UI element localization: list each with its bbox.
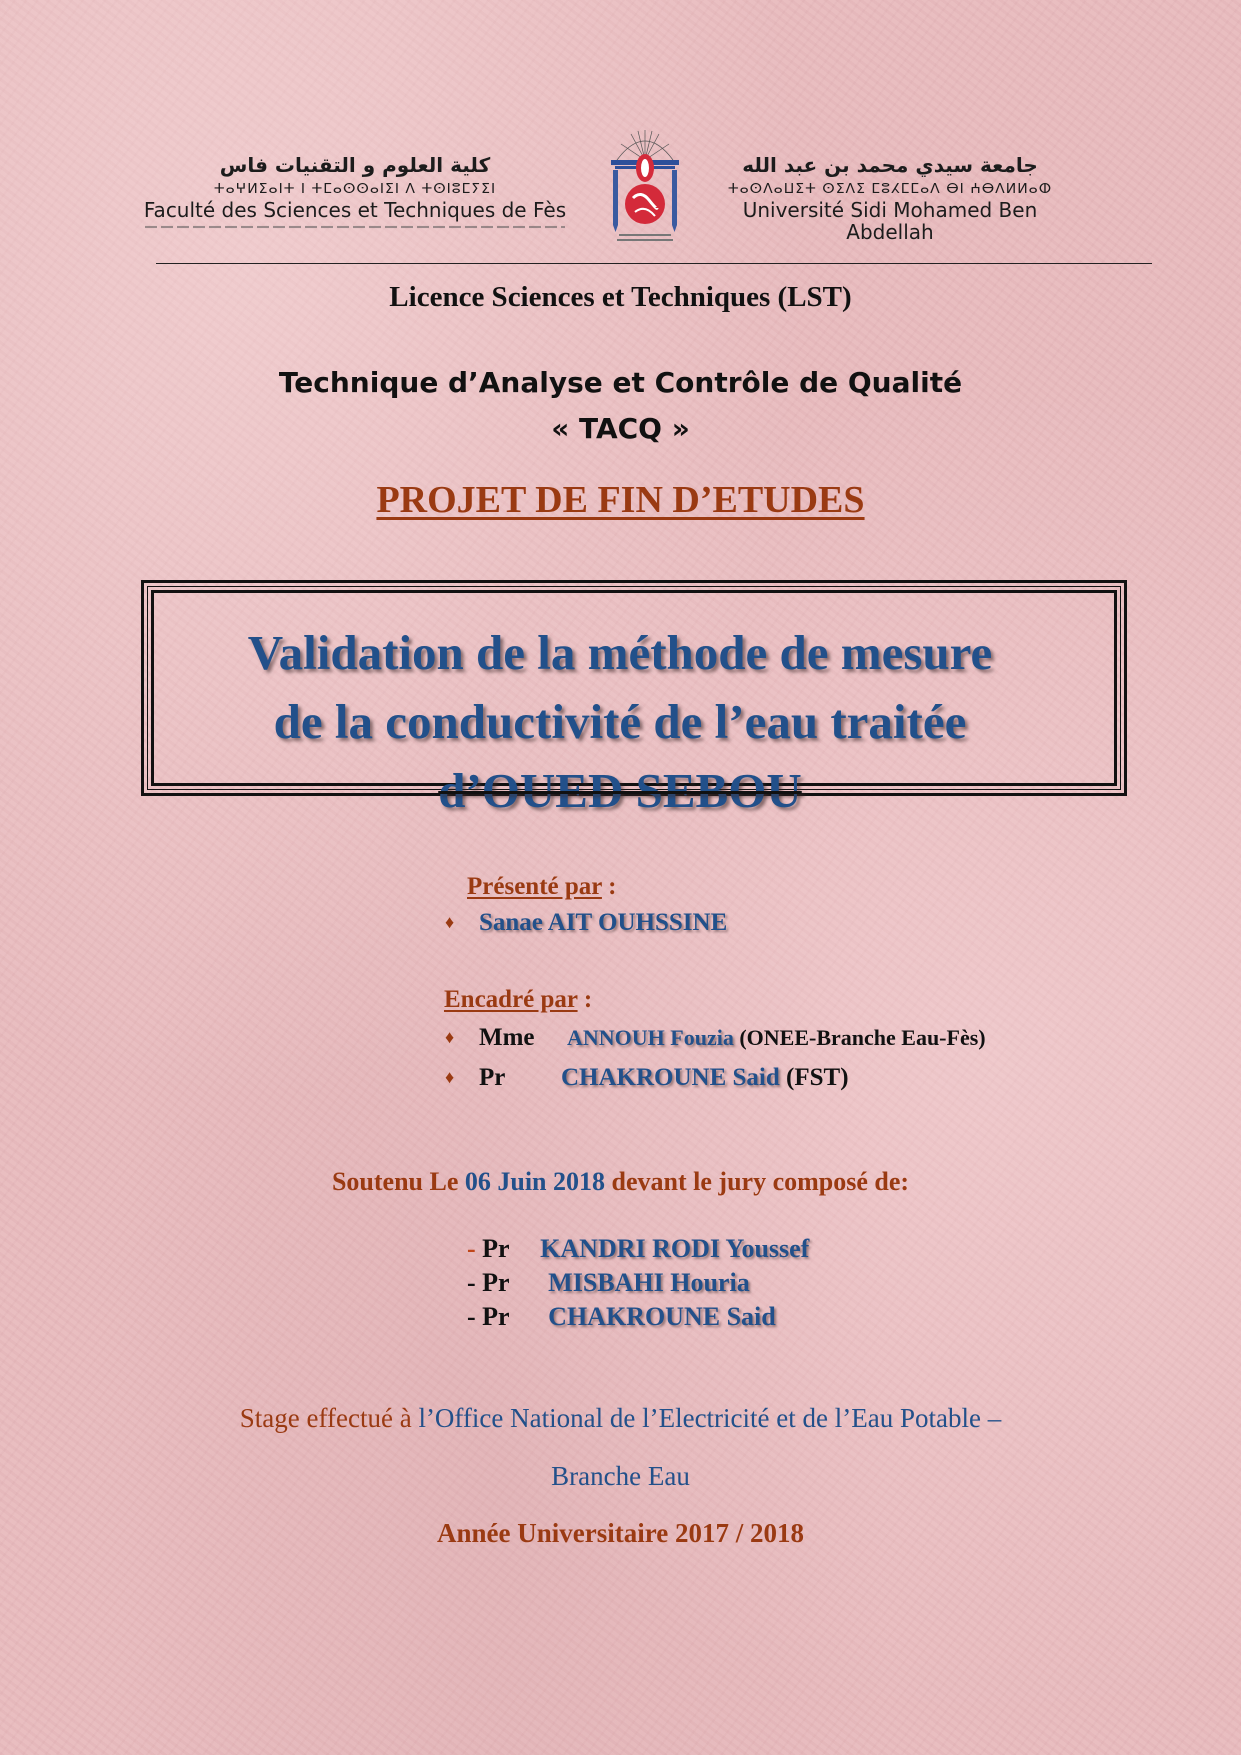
jury-member: - Pr MISBAHI Houria [467,1268,750,1297]
faculty-header [140,152,570,230]
diamond-bullet-icon: ♦ [445,912,455,932]
faculty-name-tifinagh: ⵜⴰⵖⵍⵉⴰⵏⵜ ⵏ ⵜⵎⴰⵙⵙⴰⵏⵉⵏ ⴷ ⵜⵙⵏⵓⵎⵢⵉⵏ [213,181,497,197]
document-type [0,478,1241,522]
university-name-french: Université Sidi Mohamed Ben Abdellah [742,198,1038,244]
jury-title: Pr [482,1234,510,1263]
university-name-arabic: جامعة سيدي محمد بن عبد الله [742,153,1038,177]
presenter [445,909,727,937]
faculty-name-arabic: كلية العلوم و التقنيات فاس [219,153,491,177]
faculty-name-french: Faculté des Sciences et Techniques de Fès [143,198,567,222]
academic-year: Année Universitaire 2017 / 2018 [437,1518,804,1548]
university-header [705,152,1075,243]
supervisor-name: ANNOUH Fouzia [567,1025,734,1050]
defense-date: 06 Juin 2018 [464,1167,606,1196]
supervisor-item [445,1064,849,1092]
supervisor-item [445,1024,986,1052]
diamond-bullet-icon: ♦ [445,1027,455,1047]
specialty-name: Technique d’Analyse et Contrôle de Qualité [278,366,963,399]
jury-name: KANDRI RODI Youssef [540,1234,810,1263]
supervised-by-label: Encadré par : [444,986,593,1013]
supervisor-title: Mme [479,1024,535,1051]
internship-prefix: Stage effectué à [239,1403,419,1433]
jury-name: CHAKROUNE Said [548,1302,776,1331]
jury-member: - Pr CHAKROUNE Said [467,1302,776,1331]
defense-prefix: Soutenu Le [331,1167,465,1196]
university-emblem-icon [605,120,685,250]
defense-line [0,1167,1241,1197]
university-name-tifinagh: ⵜⴰⵙⴷⴰⵡⵉⵜ ⵙⵉⴷⵉ ⵎⵓⵃⵎⵎⴰⴷ ⴱⵏ ⵄⴱⴷⵍⵍⴰⵀ [727,181,1053,197]
internship-organization: l’Office National de l’Electricité et de l’Eau Potable – [418,1403,1002,1433]
header-divider [156,263,1152,264]
thesis-title-line-3: d’OUED SEBOU [438,763,802,818]
diamond-bullet-icon: ♦ [445,1067,455,1087]
jury-member: - Pr KANDRI RODI Youssef [467,1234,810,1263]
decorative-divider [145,226,565,228]
thesis-title [150,618,1090,825]
defense-suffix: devant le jury composé de: [611,1167,910,1196]
jury-name: MISBAHI Houria [548,1268,750,1297]
degree-title: Licence Sciences et Techniques (LST) [389,281,852,313]
jury-title: Pr [482,1302,510,1331]
jury-title: Pr [482,1268,510,1297]
document-type-label: PROJET DE FIN D’ETUDES [376,479,865,521]
supervisor-title: Pr [479,1064,506,1091]
presented-by-label: Présenté par : [467,873,617,900]
thesis-title-line-1: Validation de la méthode de mesure [247,625,993,680]
supervisor-affiliation: (FST) [779,1064,849,1091]
supervisor-name: CHAKROUNE Said [561,1064,780,1091]
presenter-name: Sanae AIT OUHSSINE [479,909,728,936]
thesis-title-line-2: de la conductivité de l’eau traitée [273,694,967,749]
internship-branch: Branche Eau [551,1461,690,1491]
internship-line [0,1403,1241,1434]
specialty-acronym: « TACQ » [551,412,690,445]
supervisor-affiliation: (ONEE-Branche Eau-Fès) [733,1025,986,1050]
program-specialty [0,360,1241,452]
